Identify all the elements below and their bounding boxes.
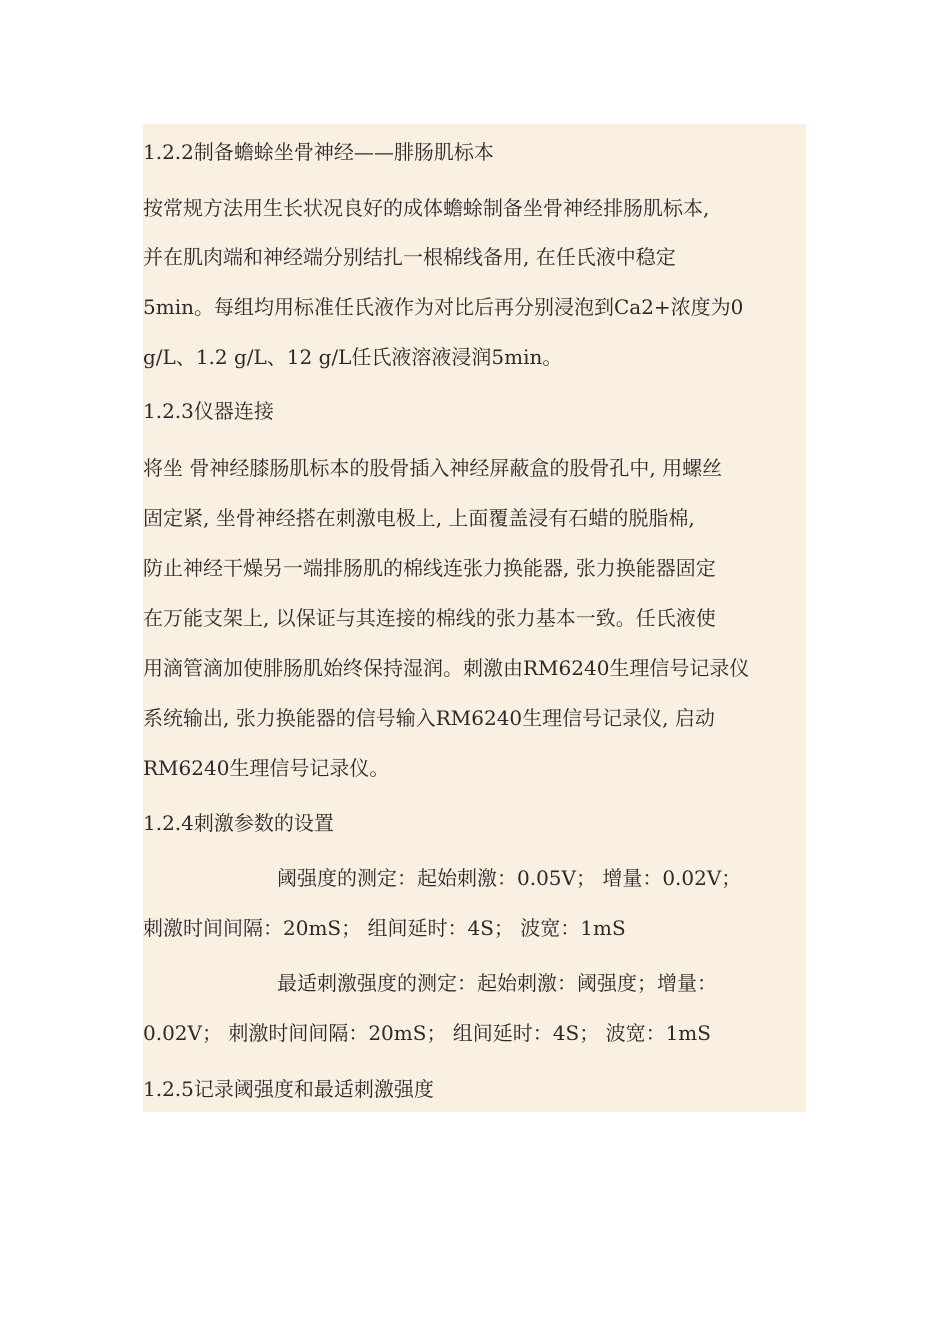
paragraph-line: 系统输出, 张力换能器的信号输入RM6240生理信号记录仪, 启动 bbox=[143, 706, 715, 730]
heading-1-2-4: 1.2.4刺激参数的设置 bbox=[143, 811, 334, 835]
paragraph-line: 刺激时间间隔：20mS； 组间延时：4S； 波宽：1mS bbox=[143, 916, 626, 940]
paragraph-line: 防止神经干燥另一端排肠肌的棉线连张力换能器, 张力换能器固定 bbox=[143, 556, 716, 580]
paragraph-line: RM6240生理信号记录仪。 bbox=[143, 756, 390, 780]
heading-1-2-3: 1.2.3仪器连接 bbox=[143, 399, 274, 423]
paragraph-line: g/L、1.2 g/L、12 g/L任氏液溶液浸润5min。 bbox=[143, 345, 563, 369]
heading-1-2-5: 1.2.5记录阈强度和最适刺激强度 bbox=[143, 1077, 434, 1101]
paragraph-line: 最适刺激强度的测定：起始刺激：阈强度；增量： bbox=[277, 971, 717, 995]
paragraph-line: 用滴管滴加使腓肠肌始终保持湿润。刺激由RM6240生理信号记录仪 bbox=[143, 656, 750, 680]
paragraph-line: 5min。每组均用标准任氏液作为对比后再分别浸泡到Ca2+浓度为0 bbox=[143, 295, 744, 319]
paragraph-line: 并在肌肉端和神经端分别结扎一根棉线备用, 在任氏液中稳定 bbox=[143, 245, 676, 269]
paragraph-line: 将坐 骨神经膝肠肌标本的股骨插入神经屏蔽盒的股骨孔中, 用螺丝 bbox=[143, 456, 723, 480]
paragraph-line: 阈强度的测定：起始刺激：0.05V； 增量：0.02V； bbox=[277, 866, 742, 890]
paragraph-line: 按常规方法用生长状况良好的成体蟾蜍制备坐骨神经排肠肌标本, bbox=[143, 196, 710, 220]
paragraph-line: 在万能支架上, 以保证与其连接的棉线的张力基本一致。任氏液使 bbox=[143, 606, 716, 630]
paragraph-line: 固定紧, 坐骨神经搭在刺激电极上, 上面覆盖浸有石蜡的脱脂棉, bbox=[143, 506, 695, 530]
heading-1-2-2: 1.2.2制备蟾蜍坐骨神经——腓肠肌标本 bbox=[143, 140, 494, 164]
paragraph-line: 0.02V； 刺激时间间隔：20mS； 组间延时：4S； 波宽：1mS bbox=[143, 1021, 711, 1045]
